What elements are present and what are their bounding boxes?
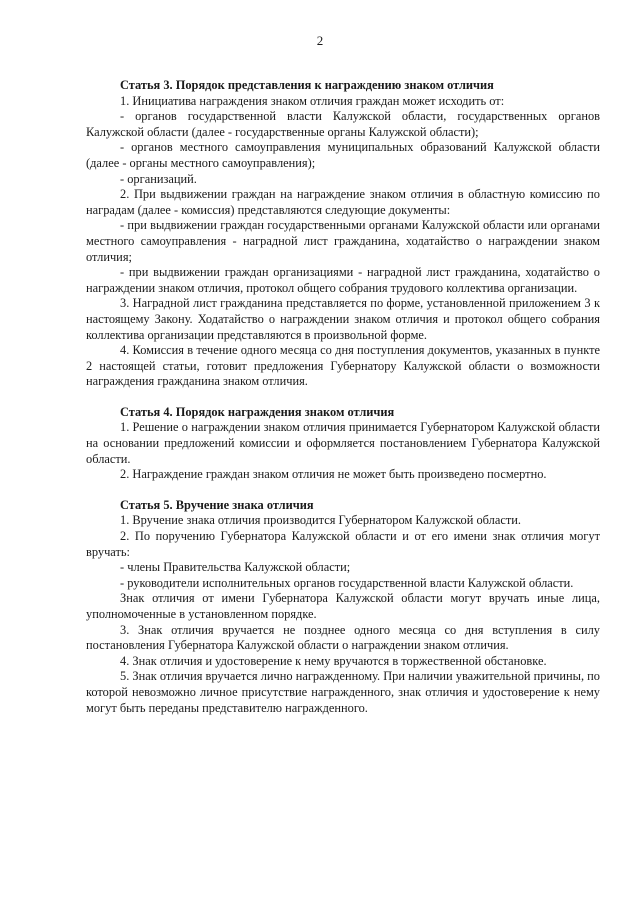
article-5-paragraph: - руководители исполнительных органов государственной власти Калужской области. [120,575,574,590]
article-4-heading: Статья 4. Порядок награждения знаком отличия [120,404,395,419]
document-body [86,78,600,731]
article-3-paragraph: 2. При выдвижении граждан на награждение знаком отличия в областную комиссию по наградам (далее - комиссия) представляются следующие документы: [86,187,600,217]
article-4-paragraph: 2. Награждение граждан знаком отличия не может быть произведено посмертно. [120,467,547,482]
article-5-paragraph: Знак отличия от имени Губернатора Калужской области могут вручать иные лица, уполномоченные в установленном порядке. [86,591,600,621]
article-5 [86,498,600,716]
article-5-heading: Статья 5. Вручение знака отличия [120,497,314,512]
article-5-paragraph: 3. Знак отличия вручается не позднее одного месяца со дня вступления в силу постановления Губернатора Калужской области о награждении знаком отличия. [86,622,600,653]
article-3-paragraph: 3. Наградной лист гражданина представляется по форме, установленной приложением 3 к настоящему Закону. Ходатайство о награждении знаком отличия и протокол общего собрания коллектива организации представляются в произвольной форме. [86,296,600,342]
article-5-paragraph: 1. Вручение знака отличия производится Губернатором Калужской области. [120,513,521,528]
article-5-paragraph: - члены Правительства Калужской области; [120,560,351,575]
article-4 [86,405,600,483]
article-5-paragraph: 4. Знак отличия и удостоверение к нему вручаются в торжественной обстановке. [120,653,547,668]
article-3-paragraph: 1. Инициатива награждения знаком отличия граждан может исходить от: [120,93,505,108]
article-3-paragraph: - при выдвижении граждан государственными органами Калужской области или органами местного самоуправления - наградной лист гражданина, ходатайство о награждении знаком отличия; [86,218,600,264]
article-3-paragraph: - органов государственной власти Калужской области, государственных органов Калужской области (далее - государственные органы Калужской области); [86,109,600,139]
article-3-paragraph: - организаций. [120,171,197,186]
article-5-paragraph: 2. По поручению Губернатора Калужской области и от его имени знак отличия могут вручать: [86,529,600,559]
article-4-paragraph: 1. Решение о награждении знаком отличия принимается Губернатором Калужской области на основании предложений комиссии и оформляется постановлением Губернатора Калужской области. [86,420,600,466]
article-5-paragraph: 5. Знак отличия вручается лично награжденному. При наличии уважительной причины, по которой невозможно личное присутствие награжденного, знак отличия и удостоверение к нему могут быть переданы представителю награжденного. [86,669,600,715]
article-3 [86,78,600,390]
article-3-paragraph: - при выдвижении граждан организациями - наградной лист гражданина, ходатайство о награждении знаком отличия, протокол общего собрания трудового коллектива организации. [86,265,600,295]
article-3-paragraph: 4. Комиссия в течение одного месяца со дня поступления документов, указанных в пункте 2 настоящей статьи, готовит предложения Губернатору Калужской области о возможности награждения гражданина знаком отличия. [86,343,600,389]
page-number: 2 [316,33,324,48]
article-3-heading: Статья 3. Порядок представления к награждению знаком отличия [120,78,494,92]
article-3-paragraph: - органов местного самоуправления муниципальных образований Калужской области (далее - органы местного самоуправления); [86,140,600,170]
